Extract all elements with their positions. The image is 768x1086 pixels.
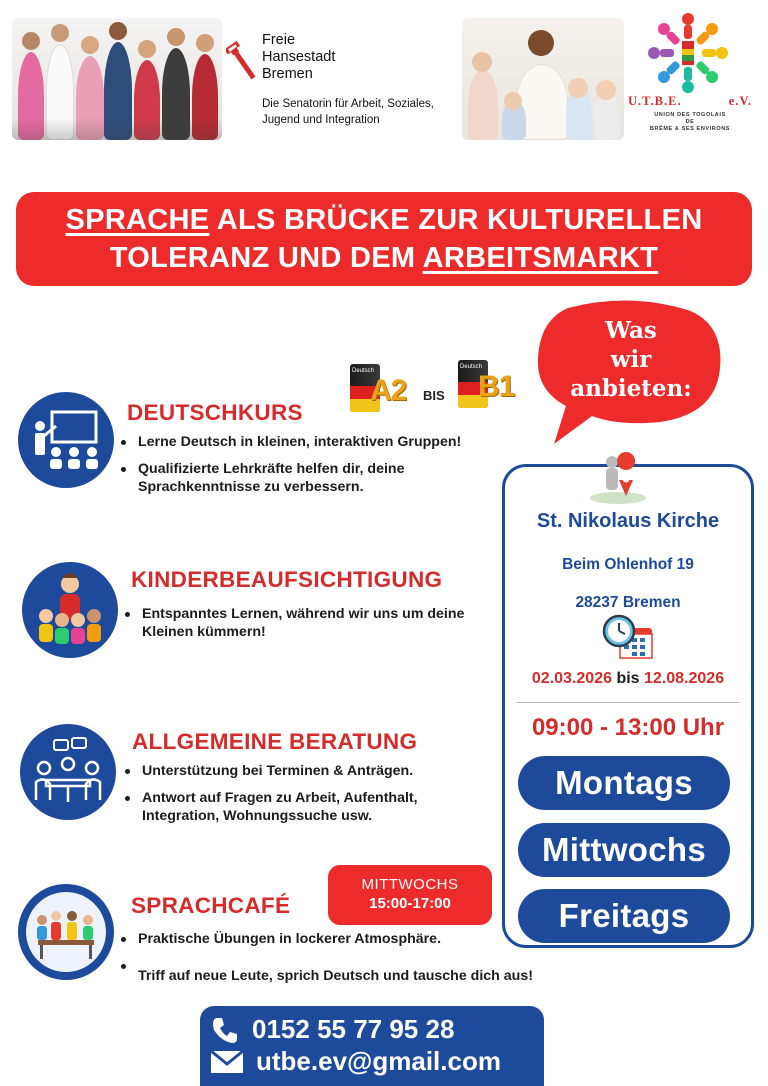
bremen-coat-of-arms-icon <box>226 38 256 84</box>
cafe-group-icon <box>18 884 114 980</box>
list-item: Unterstützung bei Terminen & Anträgen. <box>122 762 502 780</box>
title-line-1: SPRACHE ALS BRÜCKE ZUR KULTURELLEN <box>65 204 703 236</box>
badge-time: 15:00-17:00 <box>369 895 451 912</box>
list-item: Qualifizierte Lehrkräfte helfen dir, deine Sprachkenntnisse zu verbessern. <box>118 460 498 496</box>
venue-city: 28237 Bremen <box>575 594 681 611</box>
clock-calendar-icon <box>602 614 654 662</box>
city-name: Freie Hansestadt Bremen <box>262 32 336 82</box>
service-title-deutschkurs: DEUTSCHKURS <box>127 400 303 425</box>
badge-day: MITTWOCHS <box>361 876 459 893</box>
service-list-deutschkurs <box>118 433 538 505</box>
service-title-kinderbeaufsichtigung: KINDERBEAUFSICHTIGUNG <box>131 567 443 592</box>
level-connector: BIS <box>423 388 445 403</box>
students-group-photo <box>12 18 222 140</box>
phone-row <box>210 1014 454 1045</box>
map-pin-icon <box>586 452 650 506</box>
venue-name: St. Nikolaus Kirche <box>536 510 720 532</box>
list-item: Praktische Übungen in lockerer Atmosphäre. <box>118 930 638 948</box>
service-list-beratung <box>122 762 502 834</box>
org-name: U.T.B.E. e.V. <box>628 94 752 108</box>
phone-icon <box>210 1015 240 1045</box>
phone-number[interactable]: 0152 55 77 95 28 <box>252 1014 455 1044</box>
service-title-beratung: ALLGEMEINE BERATUNG <box>132 729 418 754</box>
german-book-b1-icon: Deutsch <box>458 360 488 408</box>
contact-box <box>200 1006 544 1086</box>
service-list-kinderbeaufsichtigung <box>122 605 492 650</box>
title-banner <box>16 192 752 286</box>
email-row <box>210 1046 501 1077</box>
org-full-name: UNION DES TOGOLAIS DE BRÊME & SES ENVIRONS <box>649 112 731 132</box>
offer-heading: Was wir anbieten: <box>570 317 692 402</box>
day-pill-montags: Montags <box>518 756 730 810</box>
children-photo <box>462 18 624 140</box>
panel-divider <box>517 702 739 703</box>
list-item: Entspanntes Lernen, während wir uns um deine Kleinen kümmern! <box>122 605 492 641</box>
list-item: Triff auf neue Leute, sprich Deutsch und tausche dich aus! <box>118 957 638 985</box>
mail-icon <box>210 1049 244 1075</box>
service-title-sprachcafe: SPRACHCAFÉ <box>131 893 291 918</box>
utbe-people-circle-icon <box>646 12 730 94</box>
title-line-2: TOLERANZ UND DEM ARBEITSMARKT <box>109 242 659 274</box>
sprachcafe-time-badge <box>328 865 492 925</box>
classroom-icon <box>18 392 114 488</box>
level-b1: B1 <box>478 370 515 403</box>
day-pill-mittwochs: Mittwochs <box>518 823 730 877</box>
email-address[interactable]: utbe.ev@gmail.com <box>256 1046 501 1076</box>
day-pill-freitags: Freitags <box>518 889 730 943</box>
level-a2: A2 <box>370 374 407 407</box>
list-item: Lerne Deutsch in kleinen, interaktiven Gruppen! <box>118 433 538 451</box>
german-book-a2-icon: Deutsch <box>350 364 380 412</box>
venue-street: Beim Ohlenhof 19 <box>562 556 694 573</box>
senator-name: Die Senatorin für Arbeit, Soziales, Jugend und Integration <box>262 98 434 126</box>
meeting-icon <box>20 724 116 820</box>
opening-hours: 09:00 - 13:00 Uhr <box>531 714 725 741</box>
date-range: 02.03.2026 bis 12.08.2026 <box>531 670 725 687</box>
children-icon <box>22 562 118 658</box>
list-item: Antwort auf Fragen zu Arbeit, Aufenthalt, Integration, Wohnungssuche usw. <box>122 789 482 825</box>
